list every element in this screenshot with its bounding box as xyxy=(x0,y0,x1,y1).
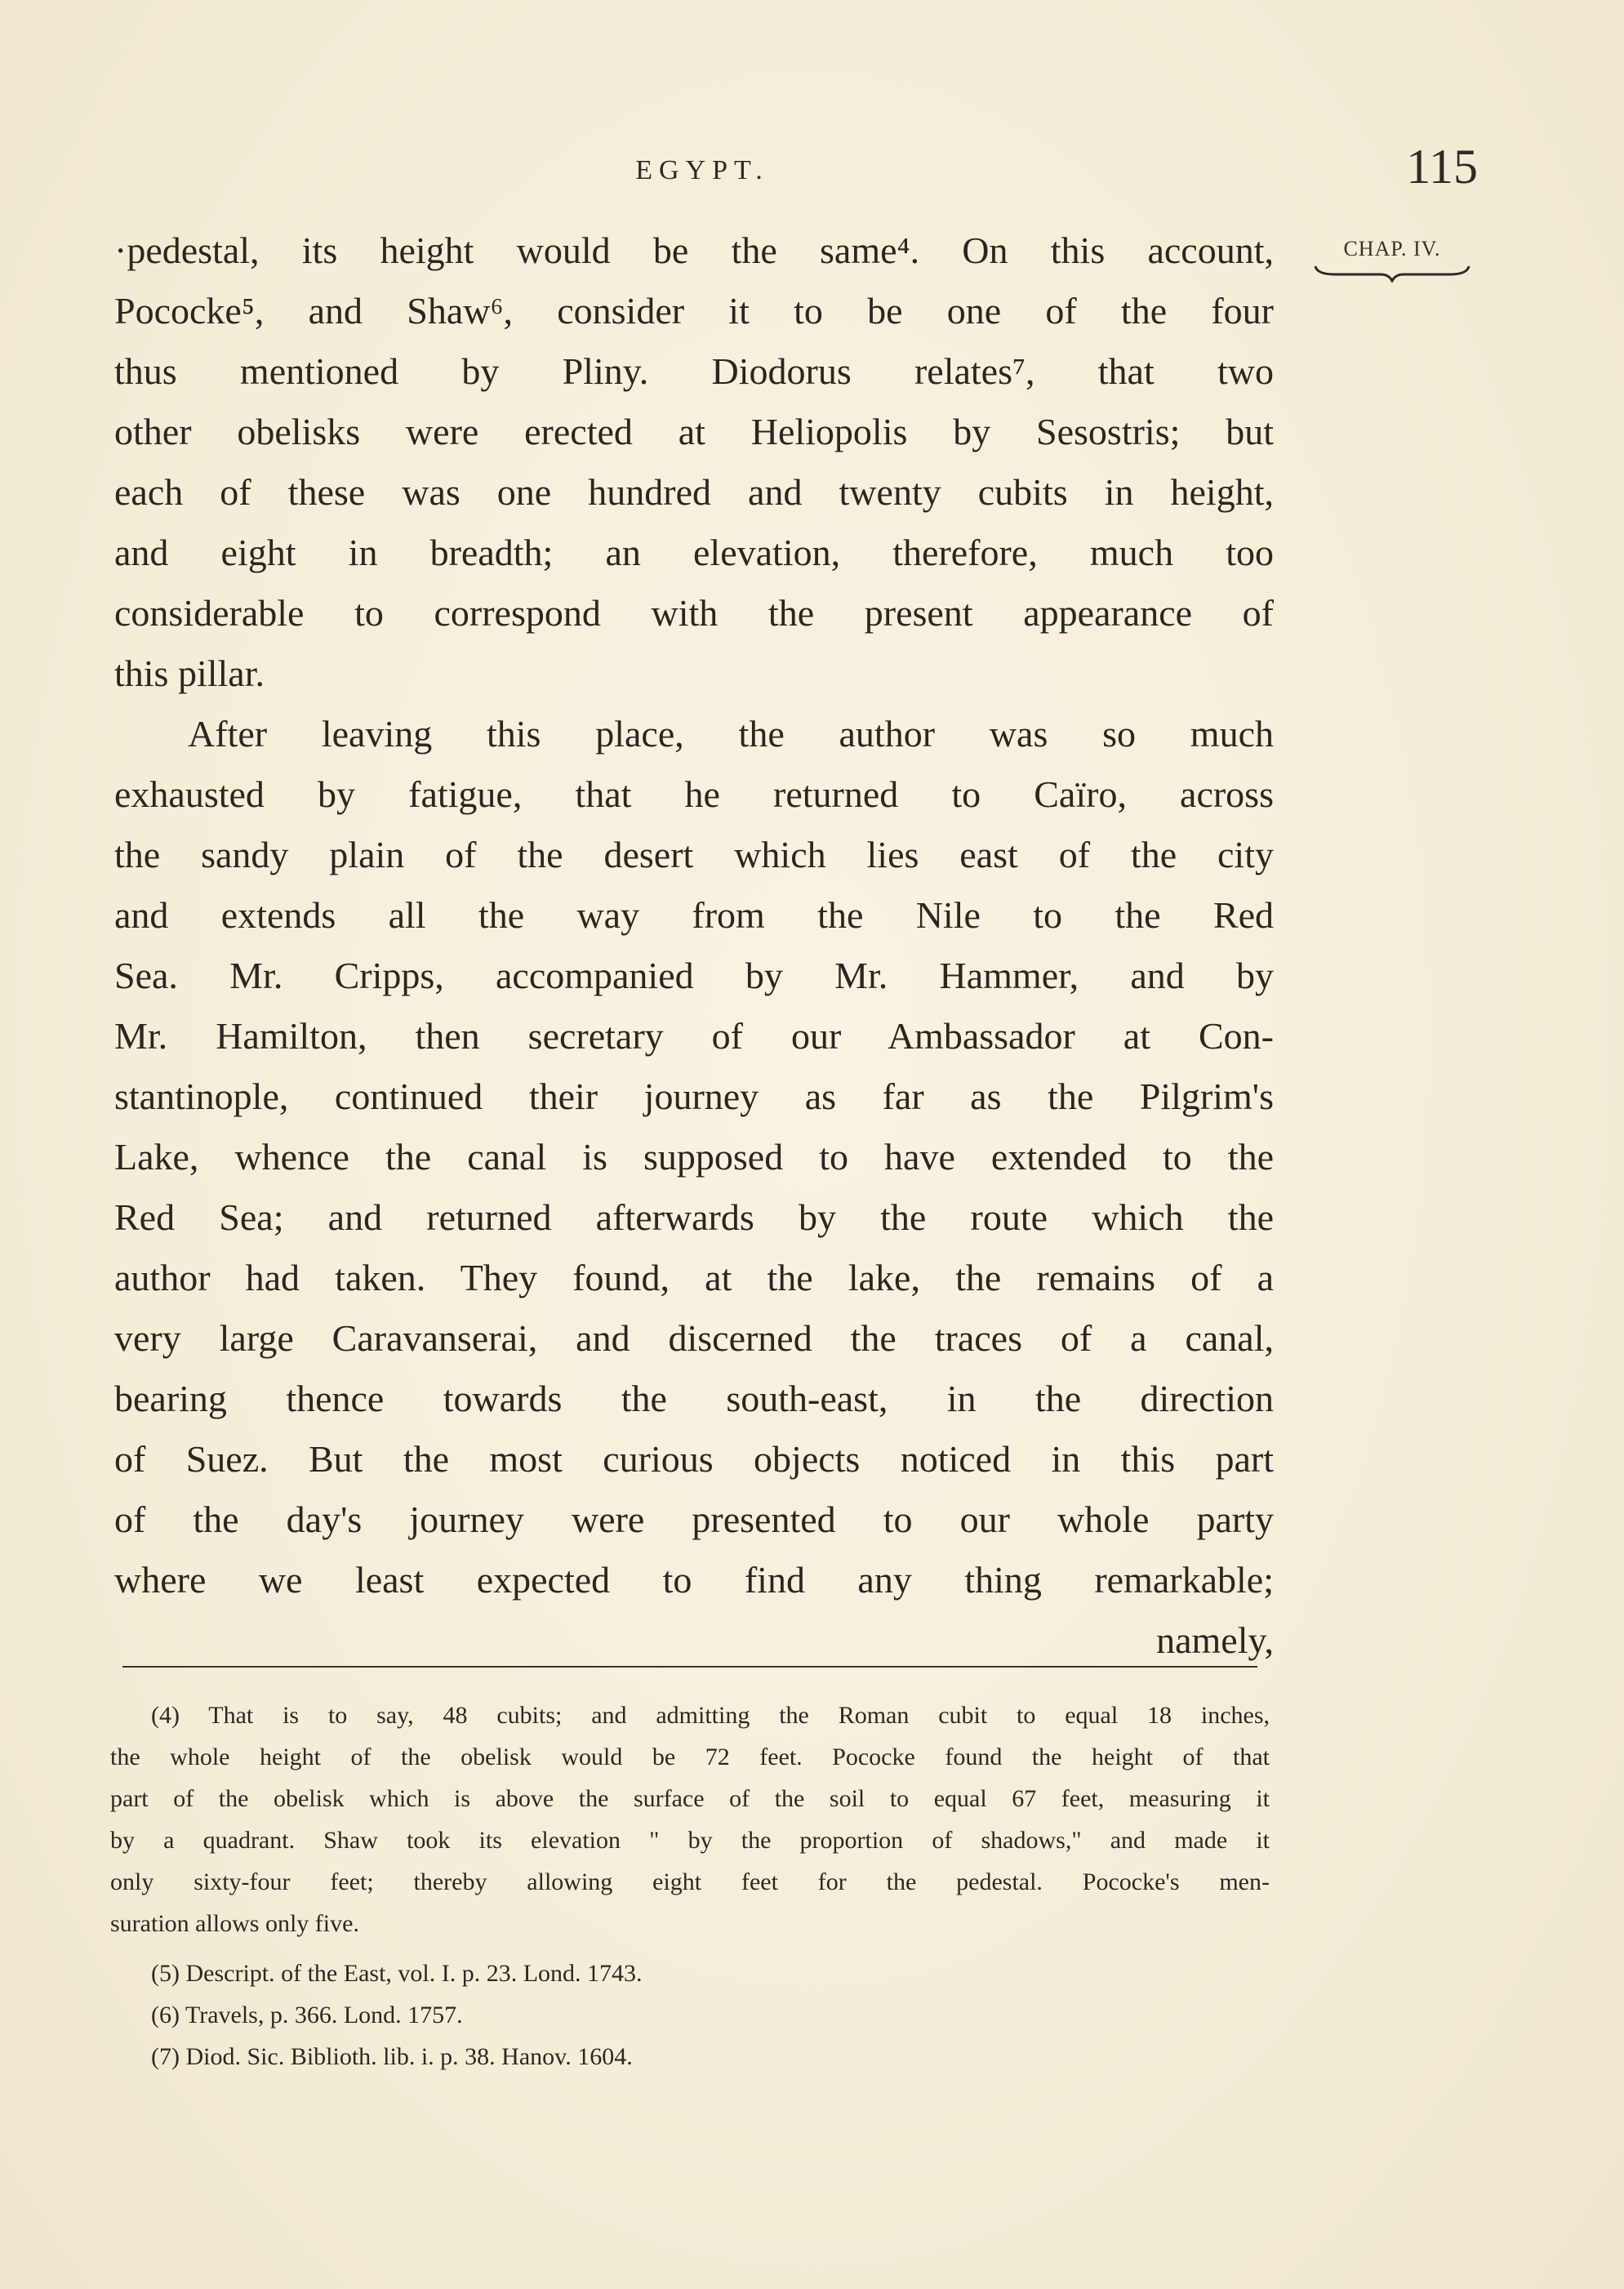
footnote-4-line: part of the obelisk which is above the surface of the soil to equal 67 feet, measuring it xyxy=(110,1785,1270,1812)
text-line: and extends all the way from the Nile to the Red xyxy=(114,894,1274,936)
text-line: other obelisks were erected at Heliopolis by Sesostris; but xyxy=(114,411,1274,452)
text-line: After leaving this place, the author was so much xyxy=(188,713,1274,755)
main-text xyxy=(114,220,1274,1671)
text-line: and eight in breadth; an elevation, therefore, much too xyxy=(114,532,1274,573)
text-line: Pococke⁵, and Shaw⁶, consider it to be one of the four xyxy=(114,290,1274,332)
page-number: 115 xyxy=(1406,140,1478,194)
text-line: Red Sea; and returned afterwards by the route which the xyxy=(114,1196,1274,1238)
text-line: bearing thence towards the south-east, in the direction xyxy=(114,1378,1274,1419)
text-line: exhausted by fatigue, that he returned to Caïro, across xyxy=(114,773,1274,815)
running-title: EGYPT. xyxy=(635,155,769,185)
footnote-5: (5) Descript. of the East, vol. I. p. 23. Lond. 1743. xyxy=(151,1960,643,1987)
footnote-4-line: the whole height of the obelisk would be 72 feet. Pococke found the height of that xyxy=(110,1743,1270,1770)
text-line: this pillar. xyxy=(114,652,265,694)
footnotes xyxy=(110,1694,1270,2077)
footnote-4-line: (4) That is to say, 48 cubits; and admitting the Roman cubit to equal 18 inches, xyxy=(151,1702,1270,1729)
text-line: Mr. Hamilton, then secretary of our Ambassador at Con- xyxy=(114,1015,1274,1057)
text-line: where we least expected to find any thing remarkable; xyxy=(114,1559,1274,1601)
footnote-4-line: suration allows only five. xyxy=(110,1910,359,1937)
footnote-rule xyxy=(122,1666,1257,1668)
text-line: each of these was one hundred and twenty cubits in height, xyxy=(114,471,1274,513)
chapter-side-note xyxy=(1310,237,1474,283)
text-line: Lake, whence the canal is supposed to have extended to the xyxy=(114,1136,1274,1178)
text-line: thus mentioned by Pliny. Diodorus relates⁷, that two xyxy=(114,350,1274,392)
footnote-6: (6) Travels, p. 366. Lond. 1757. xyxy=(151,2002,463,2028)
footnote-4-line: by a quadrant. Shaw took its elevation " by the proportion of shadows," and made it xyxy=(110,1827,1270,1854)
footnote-7: (7) Diod. Sic. Biblioth. lib. i. p. 38. Hanov. 1604. xyxy=(151,2043,633,2070)
text-line: of the day's journey were presented to our whole party xyxy=(114,1499,1274,1540)
text-line: considerable to correspond with the present appearance of xyxy=(114,592,1274,634)
text-line: the sandy plain of the desert which lies east of the city xyxy=(114,834,1274,875)
brace-ornament-icon xyxy=(1310,263,1474,283)
text-line: of Suez. But the most curious objects noticed in this part xyxy=(114,1438,1274,1480)
catchword: namely, xyxy=(1156,1619,1274,1661)
text-line: ·pedestal, its height would be the same⁴. On this account, xyxy=(114,229,1274,271)
text-line: stantinople, continued their journey as far as the Pilgrim's xyxy=(114,1075,1274,1117)
text-line: author had taken. They found, at the lake, the remains of a xyxy=(114,1257,1274,1298)
text-line: Sea. Mr. Cripps, accompanied by Mr. Hammer, and by xyxy=(114,955,1274,996)
footnote-4-line: only sixty-four feet; thereby allowing eight feet for the pedestal. Pococke's men- xyxy=(110,1868,1270,1895)
text-line: very large Caravanserai, and discerned the traces of a canal, xyxy=(114,1317,1274,1359)
chapter-label: CHAP. IV. xyxy=(1343,237,1441,261)
